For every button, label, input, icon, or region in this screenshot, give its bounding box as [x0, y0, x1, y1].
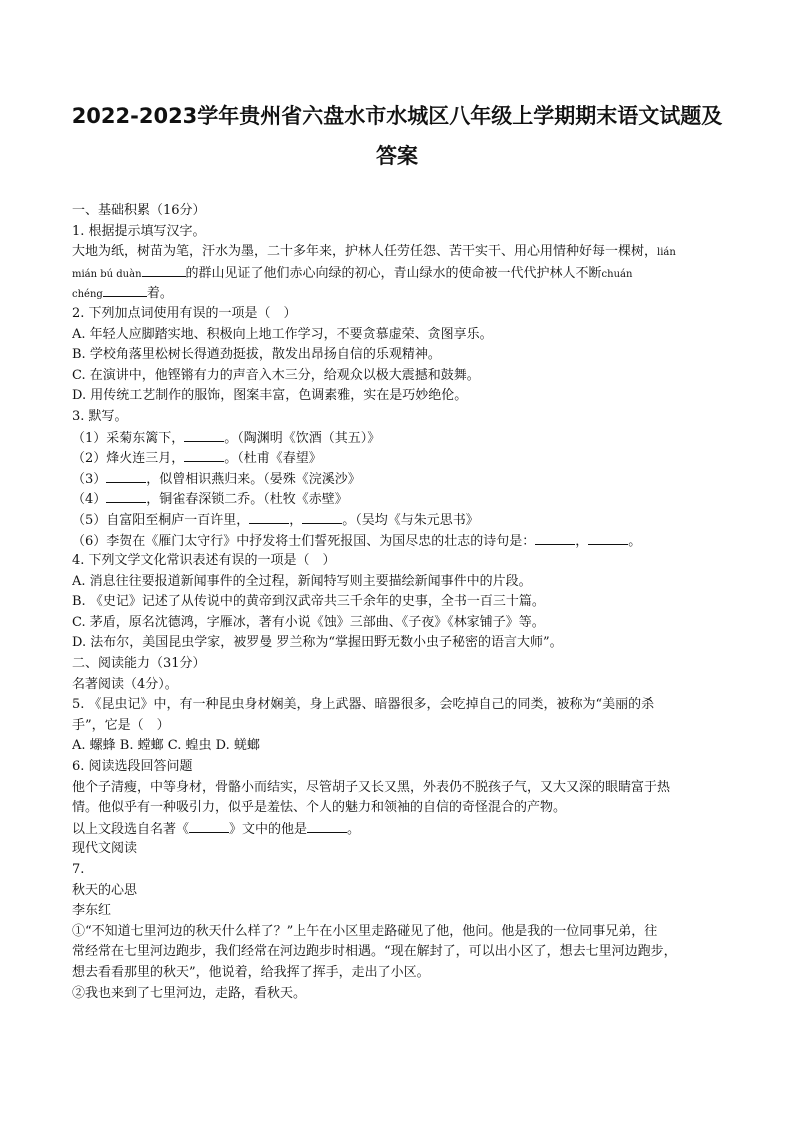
question-stem: 4. 下列文学文化常识表述有误的一项是（ ）: [72, 553, 336, 569]
pinyin-hint: chuán: [601, 268, 633, 280]
option-c: C. 茅盾，原名沈德鸿，字雁冰，著有小说《蚀》三部曲、《子夜》《林家铺子》等。: [72, 614, 545, 630]
question-text: 5. 《昆虫记》中，有一种昆虫身材娴美，身上武器、暗器很多，会吃掉自己的同类，被称为“美丽的杀: [72, 697, 655, 713]
passage-line: ②我也来到了七里河边，走路，看秋天。: [72, 985, 307, 1001]
text-segment: ，: [575, 533, 589, 549]
answer-blank[interactable]: [302, 510, 342, 524]
question-stem: 1. 根据提示填写汉字。: [72, 223, 206, 239]
title-line-2: 答案: [376, 144, 418, 168]
recitation-item: [72, 469, 724, 490]
article-author: 李东红: [72, 903, 112, 919]
question-text: [72, 283, 724, 304]
pinyin-hint: mián bú duàn: [72, 268, 142, 280]
answer-blank[interactable]: [249, 510, 289, 524]
passage-line: 想去看看那里的秋天”，他说着，给我挥了挥手，走出了小区。: [72, 964, 430, 980]
text-segment: （3）: [72, 471, 107, 487]
answer-blank[interactable]: [307, 819, 347, 833]
text-segment: 以上文段选自名著《: [72, 821, 190, 837]
document-body: [72, 201, 724, 1004]
document-title: [60, 96, 734, 176]
answer-blank[interactable]: [588, 531, 628, 545]
text-segment: 。（杜甫《春望》: [224, 451, 322, 467]
passage-line: ①“不知道七里河边的秋天什么样了？”上午在小区里走路碰见了他，他问。他是我的一位同事兄弟，往: [72, 923, 658, 939]
answer-blank[interactable]: [103, 283, 147, 297]
text-segment: 。（吴均《与朱元思书》: [342, 512, 479, 528]
question-stem: 2. 下列加点词使用有误的一项是（ ）: [72, 305, 297, 321]
text-segment: 的群山见证了他们赤心向绿的初心，青山绿水的使命被一代代护林人不断: [185, 265, 602, 281]
question-stem: 3. 默写。: [72, 408, 128, 424]
answer-blank[interactable]: [106, 489, 146, 503]
answer-blank[interactable]: [535, 531, 575, 545]
pinyin-hint: chéng: [72, 289, 103, 301]
recitation-item: [72, 428, 724, 449]
title-line-1: 2022-2023学年贵州省六盘水市水城区八年级上学期期末语文试题及: [71, 104, 723, 128]
text-segment: （4）: [72, 492, 107, 508]
text-segment: 着。: [146, 286, 173, 302]
section-heading: 二、阅读能力（31分）: [72, 656, 206, 672]
text-segment: 。: [347, 821, 361, 837]
recitation-item: [72, 489, 724, 510]
recitation-item: [72, 510, 724, 531]
recitation-item: [72, 531, 724, 552]
answer-blank[interactable]: [142, 263, 186, 277]
question-options: A. 螺蜂 B. 螳螂 C. 蝗虫 D. 蜣螂: [72, 738, 260, 754]
question-text: [72, 819, 724, 840]
question-stem: 6. 阅读选段回答问题: [72, 759, 193, 775]
text-segment: ，铜雀春深锁二乔。（杜牧《赤壁》: [146, 492, 348, 508]
passage-line: 常经常在七里河边跑步，我们经常在河边跑步时相遇。“现在解封了，可以出小区了，想去七里河边跑步，: [72, 944, 677, 960]
answer-blank[interactable]: [184, 428, 224, 442]
subsection-heading: 名著阅读（4分）。: [72, 676, 178, 692]
answer-blank[interactable]: [189, 819, 229, 833]
article-title: 秋天的心思: [72, 882, 138, 898]
text-segment: 》文中的他是: [229, 821, 308, 837]
answer-blank[interactable]: [184, 448, 224, 462]
text-segment: ，似曾相识燕归来。（晏殊《浣溪沙》: [146, 471, 361, 487]
passage-line: 情。他似乎有一种吸引力，似乎是羞怯、个人的魅力和领袖的自信的奇怪混合的产物。: [72, 800, 567, 816]
text-segment: ，: [289, 512, 303, 528]
answer-blank[interactable]: [106, 469, 146, 483]
option-d: D. 用传统工艺制作的服饰，图案丰富，色调素雅，实在是巧妙绝伦。: [72, 388, 468, 404]
question-text: 手”，它是（ ）: [72, 717, 170, 733]
option-a: A. 年轻人应脚踏实地、积极向上地工作学习，不要贪慕虚荣、贪图享乐。: [72, 326, 493, 342]
option-b: B. 学校角落里松树长得遒劲挺拔，散发出昂扬自信的乐观精神。: [72, 347, 441, 363]
recitation-item: [72, 448, 724, 469]
text-segment: （2）烽火连三月，: [72, 451, 185, 467]
passage-line: 他个子清瘦，中等身材，骨骼小而结实，尽管胡子又长又黑，外表仍不脱孩子气，又大又深的眼睛富于热: [72, 779, 671, 795]
question-text: [72, 263, 724, 284]
text-segment: 。（陶渊明《饮酒（其五）》: [224, 430, 381, 446]
option-b: B. 《史记》记述了从传说中的黄帝到汉武帝共三千余年的史事，全书一百三十篇。: [72, 594, 545, 610]
option-d: D. 法布尔，美国昆虫学家，被罗曼 罗兰称为“掌握田野无数小虫子秘密的语言大师”。: [72, 635, 563, 651]
text-segment: 。: [628, 533, 642, 549]
subsection-heading: 现代文阅读: [72, 841, 138, 857]
question-text: [72, 242, 724, 263]
option-a: A. 消息往往要报道新闻事件的全过程，新闻特写则主要描绘新闻事件中的片段。: [72, 573, 532, 589]
text-segment: （6）李贺在《雁门太守行》中抒发将士们誓死报国、为国尽忠的壮志的诗句是：: [72, 533, 536, 549]
text-segment: （1）采菊东篱下，: [72, 430, 185, 446]
text-segment: 大地为纸，树苗为笔，汗水为墨，二十多年来，护林人任劳任怨、苦干实干、用心用情种好每一棵树，: [72, 244, 658, 260]
text-segment: （5）自富阳至桐庐一百许里，: [72, 512, 250, 528]
section-heading: 一、基础积累（16分）: [72, 203, 206, 218]
option-c: C. 在演讲中，他铿锵有力的声音入木三分，给观众以极大震撼和鼓舞。: [72, 367, 480, 383]
pinyin-hint: lián: [657, 247, 676, 259]
question-number: 7.: [72, 862, 85, 877]
